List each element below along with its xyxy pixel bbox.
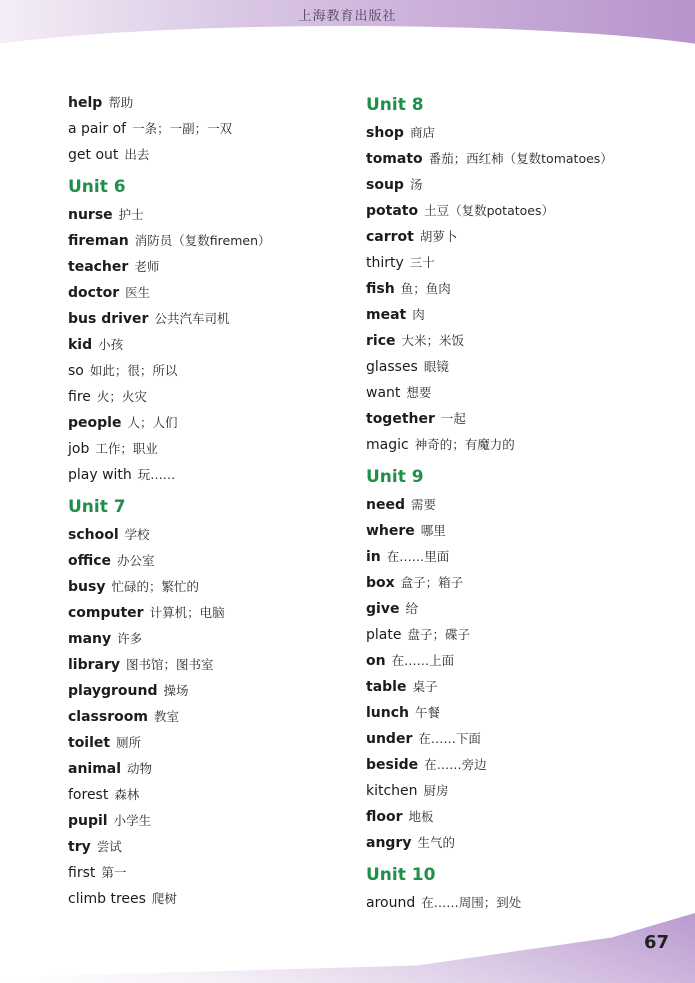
vocab-translation: 如此；很；所以 xyxy=(89,363,178,378)
vocab-entry xyxy=(366,328,676,354)
vocab-entry xyxy=(366,700,676,726)
footer-band xyxy=(0,913,695,983)
vocab-translation: 需要 xyxy=(410,497,436,512)
vocab-translation: 盒子；箱子 xyxy=(400,575,464,590)
unit-10-heading: Unit 10 xyxy=(366,865,436,885)
vocab-translation: 工作；职业 xyxy=(95,441,158,456)
vocab-translation: 一条；一副；一双 xyxy=(132,121,233,136)
vocab-entry xyxy=(366,302,676,328)
vocab-entry xyxy=(68,886,353,912)
vocab-entry xyxy=(68,860,353,886)
vocab-entry xyxy=(366,120,676,146)
vocab-word: so xyxy=(68,363,84,379)
vocab-translation: 在……里面 xyxy=(386,549,450,564)
vocab-entry xyxy=(68,600,353,626)
vocab-word: fish xyxy=(366,281,395,297)
vocab-word: school xyxy=(68,527,119,543)
vocab-translation: 午餐 xyxy=(415,705,441,720)
vocab-word: try xyxy=(68,839,91,855)
vocab-word: thirty xyxy=(366,255,404,271)
unit-7-heading: Unit 7 xyxy=(68,497,126,517)
vocab-group-unit-9 xyxy=(366,492,676,856)
vocab-entry xyxy=(68,306,353,332)
vocab-translation: 想要 xyxy=(406,385,432,400)
vocab-word: pupil xyxy=(68,813,108,829)
vocab-word: office xyxy=(68,553,112,569)
vocab-entry xyxy=(366,890,676,916)
vocab-entry xyxy=(68,548,353,574)
vocab-word: magic xyxy=(366,437,409,453)
vocab-entry xyxy=(68,142,353,168)
vocab-entry xyxy=(68,90,353,116)
vocab-entry xyxy=(366,224,676,250)
vocab-word: in xyxy=(366,549,381,565)
vocab-translation: 在……周围；到处 xyxy=(421,895,522,910)
vocab-group-unit-7 xyxy=(68,522,353,912)
vocab-translation: 生气的 xyxy=(417,835,455,850)
vocab-translation: 胡萝卜 xyxy=(419,229,458,244)
vocab-entry xyxy=(366,570,676,596)
vocab-word: soup xyxy=(366,177,404,193)
vocab-entry xyxy=(68,834,353,860)
vocab-translation: 爬树 xyxy=(151,891,177,906)
vocab-word: doctor xyxy=(68,285,120,301)
vocab-translation: 汤 xyxy=(409,177,423,192)
vocab-word: give xyxy=(366,601,400,617)
vocab-word: box xyxy=(366,575,395,591)
vocab-entry xyxy=(68,202,353,228)
vocab-entry xyxy=(366,804,676,830)
vocab-word: people xyxy=(68,415,122,431)
vocab-entry xyxy=(68,808,353,834)
vocab-translation: 医生 xyxy=(125,285,151,300)
vocab-entry xyxy=(366,518,676,544)
vocab-entry xyxy=(366,544,676,570)
unit-6-heading: Unit 6 xyxy=(68,177,126,197)
vocab-translation: 第一 xyxy=(101,865,127,880)
vocab-entry xyxy=(366,146,676,172)
vocab-entry xyxy=(366,406,676,432)
vocab-translation: 盘子；碟子 xyxy=(407,627,470,642)
vocab-translation: 肉 xyxy=(412,307,425,322)
vocab-word: lunch xyxy=(366,705,409,721)
unit-8-heading: Unit 8 xyxy=(366,95,424,115)
vocab-group-pre xyxy=(68,90,353,168)
vocab-translation: 商店 xyxy=(409,125,435,140)
vocab-translation: 尝试 xyxy=(96,839,122,854)
vocab-word: kitchen xyxy=(366,783,418,799)
unit-9-heading: Unit 9 xyxy=(366,467,424,487)
vocab-translation: 火；火灾 xyxy=(96,389,147,404)
vocab-translation: 神奇的；有魔力的 xyxy=(414,437,515,452)
vocab-entry xyxy=(68,574,353,600)
vocab-word: nurse xyxy=(68,207,113,223)
vocab-entry xyxy=(366,648,676,674)
vocab-word: playground xyxy=(68,683,158,699)
vocab-entry xyxy=(366,726,676,752)
vocab-translation: 桌子 xyxy=(412,679,438,694)
vocab-word: forest xyxy=(68,787,109,803)
vocab-entry xyxy=(68,116,353,142)
vocab-word: fire xyxy=(68,389,91,405)
vocab-translation: 鱼；鱼肉 xyxy=(400,281,451,296)
vocab-translation: 小学生 xyxy=(113,813,152,828)
vocab-word: plate xyxy=(366,627,402,643)
vocab-entry xyxy=(68,332,353,358)
vocab-word: first xyxy=(68,865,96,881)
vocab-entry xyxy=(366,778,676,804)
vocab-translation: 计算机；电脑 xyxy=(149,605,225,620)
right-column xyxy=(366,90,676,916)
vocab-translation: 学校 xyxy=(124,527,150,542)
vocab-translation: 玩…… xyxy=(137,467,176,482)
vocab-group-unit-6 xyxy=(68,202,353,488)
vocab-entry xyxy=(366,674,676,700)
vocab-word: together xyxy=(366,411,435,427)
vocab-entry xyxy=(366,752,676,778)
vocab-translation: 在……旁边 xyxy=(424,757,487,772)
vocab-translation: 眼镜 xyxy=(423,359,449,374)
vocab-word: a pair of xyxy=(68,121,127,137)
vocab-word: around xyxy=(366,895,416,911)
vocab-translation: 操场 xyxy=(163,683,189,698)
vocab-entry xyxy=(366,380,676,406)
vocab-word: get out xyxy=(68,147,119,163)
vocab-entry xyxy=(366,622,676,648)
vocab-translation: 消防员（复数firemen） xyxy=(134,233,271,248)
vocab-word: glasses xyxy=(366,359,418,375)
vocab-word: meat xyxy=(366,307,407,323)
vocab-entry xyxy=(68,730,353,756)
vocab-translation: 小孩 xyxy=(98,337,124,352)
page-number: 67 xyxy=(643,932,669,953)
vocab-translation: 在……上面 xyxy=(391,653,455,668)
vocab-translation: 许多 xyxy=(117,631,143,646)
vocab-word: table xyxy=(366,679,407,695)
vocab-translation: 忙碌的；繁忙的 xyxy=(111,579,199,594)
vocab-entry xyxy=(68,652,353,678)
vocab-entry xyxy=(366,830,676,856)
vocab-word: where xyxy=(366,523,415,539)
vocab-entry xyxy=(68,462,353,488)
vocab-word: bus driver xyxy=(68,311,149,327)
vocab-entry xyxy=(68,626,353,652)
vocab-entry xyxy=(366,354,676,380)
vocab-translation: 教室 xyxy=(153,709,179,724)
vocab-word: rice xyxy=(366,333,396,349)
vocab-entry xyxy=(68,384,353,410)
vocab-entry xyxy=(68,228,353,254)
vocab-translation: 地板 xyxy=(408,809,434,824)
vocab-word: shop xyxy=(366,125,404,141)
vocab-word: on xyxy=(366,653,386,669)
vocab-translation: 厕所 xyxy=(116,735,142,750)
vocab-entry xyxy=(68,704,353,730)
vocab-translation: 三十 xyxy=(409,255,435,270)
vocab-translation: 哪里 xyxy=(420,523,446,538)
vocab-word: library xyxy=(68,657,121,673)
vocab-word: computer xyxy=(68,605,144,621)
vocab-word: fireman xyxy=(68,233,129,249)
vocab-entry xyxy=(366,172,676,198)
vocab-entry xyxy=(68,756,353,782)
vocab-translation: 动物 xyxy=(127,761,153,776)
vocab-word: many xyxy=(68,631,112,647)
vocab-word: need xyxy=(366,497,405,513)
vocab-entry xyxy=(68,358,353,384)
vocab-translation: 一起 xyxy=(440,411,466,426)
vocab-group-unit-10 xyxy=(366,890,676,916)
vocab-word: job xyxy=(68,441,90,457)
vocab-entry xyxy=(68,436,353,462)
vocab-translation: 护士 xyxy=(118,207,144,222)
vocab-group-unit-8 xyxy=(366,120,676,458)
vocab-entry xyxy=(68,254,353,280)
vocab-entry xyxy=(366,492,676,518)
vocab-entry xyxy=(366,596,676,622)
vocab-entry xyxy=(366,250,676,276)
vocab-translation: 森林 xyxy=(114,787,140,802)
vocab-word: teacher xyxy=(68,259,129,275)
vocab-word: help xyxy=(68,95,103,111)
vocab-translation: 给 xyxy=(405,601,418,616)
vocab-translation: 公共汽车司机 xyxy=(154,311,230,326)
vocab-entry xyxy=(366,276,676,302)
vocab-word: floor xyxy=(366,809,403,825)
vocab-word: want xyxy=(366,385,401,401)
vocab-translation: 在……下面 xyxy=(418,731,481,746)
vocab-translation: 老师 xyxy=(134,259,160,274)
publisher-name: 上海教育出版社 xyxy=(298,9,397,24)
vocab-translation: 帮助 xyxy=(108,95,134,110)
vocab-entry xyxy=(366,198,676,224)
vocab-word: potato xyxy=(366,203,419,219)
vocab-entry xyxy=(366,432,676,458)
vocab-word: beside xyxy=(366,757,419,773)
vocab-translation: 大米；米饭 xyxy=(401,333,465,348)
vocab-translation: 图书馆；图书室 xyxy=(126,657,214,672)
vocab-translation: 人；人们 xyxy=(127,415,178,430)
vocab-word: play with xyxy=(68,467,132,483)
vocab-word: animal xyxy=(68,761,122,777)
vocab-entry xyxy=(68,410,353,436)
vocab-translation: 番茄；西红柿（复数tomatoes） xyxy=(428,151,613,166)
vocab-word: kid xyxy=(68,337,93,353)
vocab-word: busy xyxy=(68,579,106,595)
vocab-word: classroom xyxy=(68,709,148,725)
vocab-translation: 办公室 xyxy=(117,553,155,568)
vocab-word: climb trees xyxy=(68,891,146,907)
vocab-word: angry xyxy=(366,835,412,851)
vocab-entry xyxy=(68,522,353,548)
vocab-word: toilet xyxy=(68,735,111,751)
vocab-translation: 出去 xyxy=(124,147,150,162)
left-column xyxy=(68,90,353,912)
vocab-translation: 土豆（复数potatoes） xyxy=(424,203,554,218)
vocab-translation: 厨房 xyxy=(423,783,449,798)
vocab-entry xyxy=(68,782,353,808)
vocab-word: under xyxy=(366,731,413,747)
vocab-word: carrot xyxy=(366,229,414,245)
vocab-entry xyxy=(68,280,353,306)
vocab-entry xyxy=(68,678,353,704)
vocab-word: tomato xyxy=(366,151,423,167)
